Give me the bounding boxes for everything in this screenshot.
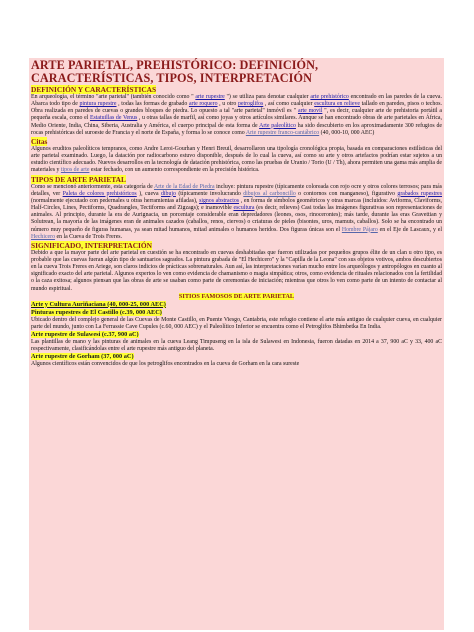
text: incluye: pintura rupestre (típicamente coloreada con rojo ocre y otros colores terrosos; para más detalles, ver: [31, 183, 442, 197]
link-petroglifos[interactable]: petroglifos: [237, 101, 264, 108]
link-signos-abstractos[interactable]: signos abstractos: [199, 197, 240, 204]
text: Como se mencionó anteriormente, esta categoría de: [31, 183, 154, 190]
text: (normalmente ejecutado con pedernales u otras herramientas afiladas),: [31, 197, 200, 204]
link-hombre-pajaro[interactable]: Hombre Pájaro: [341, 226, 378, 233]
text: estar fechado, con un aumento correspondiente en la precisión histórica.: [89, 167, 260, 174]
text: ), cueva: [136, 190, 161, 197]
heading-text: DEFINICIÓN Y CARACTERÍSTICAS: [31, 85, 157, 94]
text: ", es decir, cualquier arte de prehistoria portátil a pequeña escala, como el: [31, 108, 443, 122]
text: tallado en paredes, pisos o techos. Obra realizada en paredes de cuevas o grandes bloques de piedra. Lo opuesto a tal "arte parietal" inmóvil es ": [31, 101, 442, 115]
section-heading-significado: [31, 241, 442, 250]
link-arte-paleolitico[interactable]: Arte paleolítico: [259, 122, 296, 129]
paragraph-sulawesi: Las plantillas de mano y las pinturas de animales en la cueva Leang Timpuseng en la isla de Sulawesi en Indonesia, fueron datadas en 2014 a 37, 900 aC y 33, 400 aC respectivamente, clasificándolas entre el arte rupestre más antiguo del planeta.: [31, 339, 442, 353]
link-dibujo[interactable]: dibujo: [161, 190, 176, 197]
text: , todas las formas de grabado: [116, 101, 189, 108]
text: en la Cueva de Trois Freres.: [55, 233, 123, 240]
heading-text: SITIOS FAMOSOS DE ARTE PARIETAL: [178, 292, 295, 300]
subheading-aurinaciana: [31, 301, 442, 309]
page-title: ARTE PARIETAL, PREHISTÓRICO: DEFINICIÓN, CARACTERÍSTICAS, TIPOS, INTERPRETACIÓN: [31, 58, 319, 85]
text: ha sido descubierto en los aproximadamente 300 refugios de rocas prehistóricas del suroeste de Francia y el norte de España, y forma lo se conoce como: [31, 122, 442, 136]
text: , así como cualquier: [263, 101, 315, 108]
link-pintura-rupestre[interactable]: pintura rupestre: [79, 101, 117, 108]
link-paleta-de-colores[interactable]: Paleta de colores prehistóricos: [62, 190, 137, 197]
paragraph-el-castillo: Ubicado dentro del complejo general de las Cuevas de Monte Castillo, en Puente Viesgo, Cantabria, este refugio contiene el arte más antiguo de cualquier cueva, en cualquier parte del mundo, junto con La Ferrassie Cave Cupules (c.60, 000 AEC) y el Paleolítico Inferior se encuentra como el Petroglifos Bhimbetka En India.: [31, 316, 442, 330]
heading-sulawesi: [31, 331, 442, 339]
link-estatuillas-de-venus[interactable]: Estatuillas de Venus: [89, 115, 138, 122]
section-heading-definicion: [31, 85, 442, 94]
text: En arqueología, el término "arte parietal" (también conocido como ": [31, 94, 196, 100]
link-tipos-de-arte[interactable]: tipos de arte: [60, 167, 90, 174]
heading-text: Citas: [31, 136, 48, 146]
text: (típicamente involucrando: [175, 190, 244, 197]
link-arte-franco-cantabrico[interactable]: Arte rupestre franco-cantábrico: [245, 129, 320, 136]
paragraph-gorham: Algunos científicos están convencidos de que los petroglifos encontrados en la cueva de Gorham en la cara sureste: [31, 361, 300, 368]
text: ") se utiliza para denotar cualquier: [224, 94, 311, 100]
section-heading-sitios: [31, 293, 442, 301]
paragraph-citas: [31, 146, 442, 175]
link-arte-prehistorico[interactable]: arte prehistórico: [310, 94, 349, 100]
text: o contornos con manganeso), figurativo: [295, 190, 398, 197]
text: (40, 000-10, 000 AEC): [319, 129, 375, 136]
heading-text: Arte rupestre de Sulawesi (c.37, 900 aC): [31, 331, 139, 339]
section-heading-citas: [31, 137, 442, 146]
heading-el-castillo: [31, 309, 442, 317]
text: (es decir, relieves) Casi todas las imágenes figurativas son representaciones de animales. Al principio, durante la era de Aurignacia, un porcentaje considerable eran depredadores (leones, osos, rinocerontes); más tarde, durante las eras Gravettian y Solutrean, la mayoría de las imágenes eran de animales cazados (caballos, renos, ciervos) o criaturas de pieles (bisontes, uros, mamuts, caballos). Solo se ha encontrado un número muy pequeño de figuras humanas, ya sean mitad humanos, mitad animales o humanos heridos. Dos figuras únicas son el: [31, 205, 442, 233]
section-heading-tipos: [31, 175, 442, 184]
link-arte-movil[interactable]: arte movil: [298, 108, 323, 115]
document-page: [29, 58, 444, 630]
text: en el Eje de Lascaux, y el: [377, 226, 442, 233]
link-arte-roquero[interactable]: arte roquero: [188, 101, 218, 108]
subheading-text: Arte y Cultura Auriñaciana (40, 000-25, 000 AEC): [31, 300, 166, 308]
paragraph-definicion: [31, 94, 442, 137]
link-escultura-en-relieve[interactable]: escultura en relieve: [314, 101, 361, 108]
heading-text: TIPOS DE ARTE PARIETAL: [31, 174, 126, 184]
paragraph-tipos: [31, 184, 442, 241]
heading-text: Pinturas rupestres de El Castillo (c.39, 000 AEC): [31, 308, 162, 316]
heading-text: SIGNIFICADO, INTERPRETACIÓN: [31, 240, 153, 250]
link-hechicero[interactable]: Hechicero: [31, 233, 56, 240]
link-arte-edad-piedra[interactable]: Arte de la Edad de Piedra: [153, 183, 215, 190]
text: encontrado en las paredes de la cueva. Abarca todo tipo de: [31, 94, 442, 108]
link-dibujos-carboncillo[interactable]: dibujos al carboncillo: [243, 190, 296, 197]
text: Algunos eruditos paleolíticos tempranos, como Andre Leroi-Gourhan y Henri Breuil, desarrollaron una tipología cronológica propia, basada en comparaciones estilísticas del arte parietal examinado. Luego, la datación por radiocarbono estuvo disponible, después de lo cual la cueva, así como su arte y otros artefactos podrían estar sujetos a un estudio científico adecuado. Nuevos desarrollos en la tecnología de datación prehistórica, como las pruebas de Uranio / Torio (U / Th), ahora permiten una gama más amplia de materiales y: [31, 145, 442, 174]
text: , u otro: [217, 101, 238, 108]
link-arte-rupestre[interactable]: arte rupestre: [195, 94, 225, 100]
paragraph-significado: Debido a que la mayor parte del arte parietal en cuestión se ha encontrado en cuevas deshabitadas que fueron utilizadas por pequeños grupos élite de un clan u otro tipo, es probable que las cuevas fueran algún tipo de santuarios sagrados. La pintura grabada de "El Hechicero" y la "Capilla de la Leona" con sus objetos votivos, ambos descubiertos en la cueva Trois Freres en Ariege, son claros indicios de prácticas sobrenaturales. Aun así, las interpretaciones varían mucho entre los arqueólogos y antropólogos en cuanto al significado exacto del arte parietal. Algunos expertos lo ven como evidencia de chamanismo o magia simpática; otros, como evidencia de rituales relacionados con la fertilidad o la caza exitosa; algunos piensan que las obras de arte se usaban como parte de ceremonias de iniciación; mientras que otros lo ven como parte de un intento de contactar al mundo espiritual.: [31, 249, 442, 292]
text: , en forma de símbolos geométricos y otras marcas (incluidos: Aviforms, Claviforms, Half-Circles, Lines, Pectiforms, Quadrangles, Tectiforms and Zigzags); e inamovible: [31, 197, 442, 212]
link-escultura[interactable]: escultura: [233, 205, 255, 212]
link-grabados-rupestres[interactable]: grabados rupestres: [397, 190, 443, 197]
text: , u otras tallas de marfil, así como joyas y otros artículos similares. Aunque se han encontrado obras de arte parietales en África, Medio Oriente, India, China, Siberia, Australia y América, el cuerpo principal de esta forma de: [31, 115, 442, 129]
heading-text: Arte rupestre de Gorham (37, 000 aC): [31, 353, 134, 361]
